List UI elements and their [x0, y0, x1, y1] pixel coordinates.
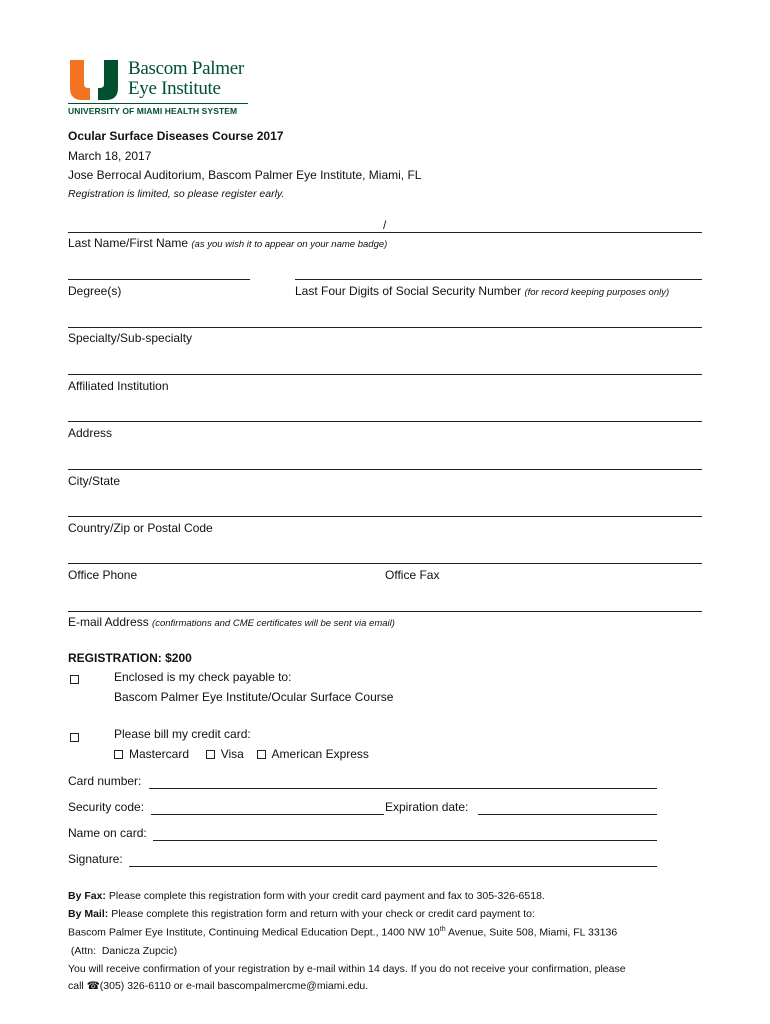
- logo-line2: Eye Institute: [128, 78, 221, 99]
- check-line2: Bascom Palmer Eye Institute/Ocular Surface Course: [114, 690, 394, 704]
- name-label-text: Last Name/First Name: [68, 236, 189, 250]
- logo-tagline: UNIVERSITY OF MIAMI HEALTH SYSTEM: [68, 106, 238, 116]
- mail-bold: By Mail:: [68, 908, 109, 920]
- registration-heading: REGISTRATION: $200: [68, 651, 192, 665]
- card-number-label: Card number:: [68, 774, 142, 788]
- course-title: Ocular Surface Diseases Course 2017: [68, 129, 284, 143]
- expiration-line[interactable]: [478, 814, 657, 815]
- credit-checkbox[interactable]: [70, 733, 79, 742]
- security-code-line[interactable]: [151, 814, 384, 815]
- confirm-contact: (305) 326-6110 or e-mail bascompalmercme@miami.edu.: [99, 980, 369, 992]
- fax-text: Please complete this registration form with your credit card payment and fax to 305-326-6518.: [108, 890, 545, 902]
- amex-label: American Express: [271, 747, 369, 761]
- expiration-label: Expiration date:: [385, 800, 469, 814]
- name-label: [68, 236, 387, 250]
- credit-label: Please bill my credit card:: [114, 727, 251, 741]
- fax-label: Office Fax: [385, 568, 440, 582]
- check-line1: Enclosed is my check payable to:: [114, 670, 292, 684]
- specialty-line[interactable]: [68, 327, 702, 328]
- phone-label: Office Phone: [68, 568, 138, 582]
- country-line[interactable]: [68, 516, 702, 517]
- confirm-line1: You will receive confirmation of your registration by e-mail within 14 days. If you do not receive your confirmation, please: [68, 963, 626, 975]
- visa-checkbox[interactable]: [206, 750, 215, 759]
- email-label-text: E-mail Address: [68, 615, 149, 629]
- city-line[interactable]: [68, 469, 702, 470]
- fax-instructions: [68, 890, 545, 902]
- fax-bold: By Fax:: [68, 890, 106, 902]
- email-note: (confirmations and CME certificates will be sent via email): [152, 618, 395, 629]
- security-code-label: Security code:: [68, 800, 145, 814]
- visa-label: Visa: [220, 747, 244, 761]
- ssn-line[interactable]: [295, 279, 702, 280]
- specialty-label: Specialty/Sub-specialty: [68, 331, 193, 345]
- name-line[interactable]: [68, 232, 702, 233]
- mastercard-checkbox[interactable]: [114, 750, 123, 759]
- card-number-line[interactable]: [149, 788, 657, 789]
- address-sup: th: [439, 926, 446, 933]
- signature-label: Signature:: [68, 852, 123, 866]
- degree-line[interactable]: [68, 279, 250, 280]
- address-post: Avenue, Suite 508, Miami, FL 33136: [445, 926, 618, 939]
- address-line[interactable]: [68, 421, 702, 422]
- address-pre: Bascom Palmer Eye Institute, Continuing Medical Education Dept., 1400 NW 10: [68, 926, 440, 939]
- registration-note: Registration is limited, so please register early.: [68, 188, 285, 200]
- course-location: Jose Berrocal Auditorium, Bascom Palmer Eye Institute, Miami, FL: [68, 168, 422, 182]
- ssn-label-text: Last Four Digits of Social Security Number: [295, 284, 522, 298]
- check-checkbox[interactable]: [70, 675, 79, 684]
- email-line[interactable]: [68, 611, 702, 612]
- email-label: [68, 615, 395, 629]
- phone-icon: ☎: [86, 980, 100, 992]
- city-label: City/State: [68, 474, 121, 488]
- mastercard-label: Mastercard: [129, 747, 190, 761]
- degree-label: Degree(s): [68, 284, 122, 298]
- phone-line[interactable]: [68, 563, 702, 564]
- country-label: Country/Zip or Postal Code: [68, 521, 213, 535]
- ssn-note: (for record keeping purposes only): [524, 287, 670, 298]
- ssn-label: [295, 284, 669, 298]
- name-on-card-label: Name on card:: [68, 826, 147, 840]
- logo-line1: Bascom Palmer: [128, 58, 244, 79]
- signature-line[interactable]: [129, 866, 657, 867]
- mail-instructions: [68, 908, 535, 920]
- amex-checkbox[interactable]: [257, 750, 266, 759]
- name-note: (as you wish it to appear on your name badge): [191, 239, 388, 250]
- course-date: March 18, 2017: [68, 149, 152, 163]
- attn-line: (Attn: Danicza Zupcic): [68, 945, 178, 957]
- institution-label: Affiliated Institution: [68, 379, 169, 393]
- institution-line[interactable]: [68, 374, 702, 375]
- mail-text: Please complete this registration form and return with your check or credit card payment to:: [111, 908, 535, 920]
- card-options: [114, 747, 369, 761]
- university-u-logo-icon: [68, 58, 126, 100]
- mail-address: [68, 926, 617, 939]
- confirm-line2: [68, 980, 368, 992]
- name-slash: /: [383, 218, 387, 232]
- logo: [68, 58, 250, 118]
- name-on-card-line[interactable]: [153, 840, 657, 841]
- address-label: Address: [68, 426, 113, 440]
- confirm-call: call: [68, 980, 84, 992]
